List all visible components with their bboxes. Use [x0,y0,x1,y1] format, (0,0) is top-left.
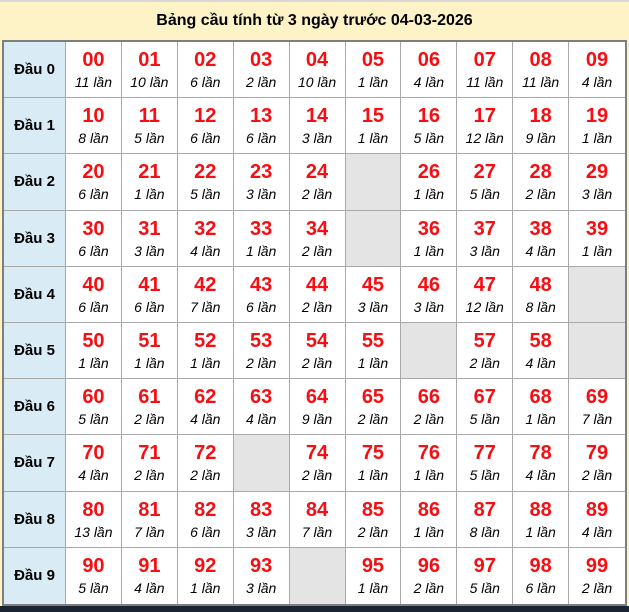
number-cell [234,98,290,154]
cell-number: 64 [305,386,329,409]
number-cell [122,548,178,604]
cell-times: 7 lần [301,523,333,540]
number-cell [122,379,178,435]
cell-number: 45 [361,273,385,296]
number-cell [178,98,234,154]
row-header: Đầu 4 [4,267,66,323]
cell-number: 55 [361,330,385,353]
cell-number: 97 [473,555,496,578]
cell-number: 88 [529,498,552,521]
number-cell [401,492,457,548]
cell-number: 08 [529,49,552,72]
cell-number: 03 [250,49,273,72]
cell-number: 01 [138,49,161,72]
empty-cell [569,267,625,323]
number-cell [513,435,569,491]
cell-number: 65 [361,386,385,409]
number-cell [457,154,513,210]
cell-number: 72 [194,442,217,465]
cell-times: 2 lần [190,467,221,484]
cell-number: 71 [138,442,161,465]
cell-number: 66 [417,386,440,409]
cell-times: 3 lần [245,523,277,540]
cell-times: 11 lần [74,74,112,91]
number-cell [457,548,513,604]
number-cell [457,98,513,154]
row-header: Đầu 1 [4,98,66,154]
number-cell [66,154,122,210]
cell-number: 80 [82,498,105,521]
number-cell [569,98,625,154]
cell-times: 2 lần [581,467,613,484]
cell-times: 2 lần [301,355,333,372]
cell-number: 67 [473,386,496,409]
number-cell [457,42,513,98]
cell-times: 1 lần [357,580,389,597]
cell-number: 79 [585,442,609,465]
number-cell [457,267,513,323]
cell-times: 3 lần [245,580,277,597]
number-cell [569,379,625,435]
cell-number: 43 [250,273,273,296]
cell-times: 2 lần [245,355,277,372]
row-header: Đầu 6 [4,379,66,435]
number-cell [178,548,234,604]
cell-number: 44 [305,273,329,296]
cell-number: 47 [473,273,496,296]
cell-times: 11 lần [466,74,504,91]
cell-times: 11 lần [522,74,560,91]
empty-cell [346,154,402,210]
number-cell [122,323,178,379]
cell-number: 14 [305,105,329,128]
row-header: Đầu 9 [4,548,66,604]
cell-times: 6 lần [245,130,277,147]
number-cell [122,435,178,491]
number-cell [401,435,457,491]
cell-times: 2 lần [357,523,389,540]
cell-times: 4 lần [413,74,445,91]
cell-number: 36 [417,217,440,240]
cell-number: 99 [585,555,609,578]
number-cell [401,154,457,210]
number-cell [234,379,290,435]
cell-number: 32 [194,217,217,240]
empty-cell [401,323,457,379]
number-cell [66,548,122,604]
cell-times: 6 lần [190,74,221,91]
cell-times: 1 lần [525,411,556,428]
cell-times: 1 lần [413,186,445,203]
number-cell [66,492,122,548]
number-cell [513,492,569,548]
number-cell [290,98,346,154]
number-cell [178,211,234,267]
number-cell [346,435,402,491]
cell-times: 1 lần [245,242,277,259]
number-cell [290,323,346,379]
number-cell [569,548,625,604]
cell-number: 21 [138,161,161,184]
cell-number: 06 [417,49,440,72]
number-cell [513,154,569,210]
cell-times: 8 lần [78,130,109,147]
number-cell [401,548,457,604]
cell-times: 2 lần [245,74,277,91]
cell-times: 6 lần [190,130,221,147]
number-cell [234,323,290,379]
cell-number: 91 [138,555,161,578]
number-cell [234,267,290,323]
cell-times: 6 lần [190,523,221,540]
row-header: Đầu 0 [4,42,66,98]
cell-number: 90 [82,555,105,578]
cell-number: 57 [473,330,496,353]
cell-times: 13 lần [74,523,113,540]
number-cell [346,548,402,604]
cell-number: 87 [473,498,496,521]
empty-cell [346,211,402,267]
cell-number: 09 [585,49,609,72]
cell-times: 2 lần [525,186,556,203]
number-cell [401,267,457,323]
cell-times: 3 lần [245,186,277,203]
cell-times: 1 lần [190,355,221,372]
cell-times: 5 lần [78,411,109,428]
cell-times: 5 lần [469,580,500,597]
number-cell [66,379,122,435]
cell-times: 4 lần [581,74,613,91]
number-cell [290,211,346,267]
row-header: Đầu 7 [4,435,66,491]
cell-times: 1 lần [357,467,389,484]
cell-number: 53 [250,330,273,353]
number-cell [290,379,346,435]
number-cell [346,267,402,323]
cell-times: 2 lần [357,411,389,428]
cau-table [2,40,627,606]
number-cell [234,548,290,604]
cell-times: 1 lần [525,523,556,540]
cell-number: 46 [417,273,440,296]
cell-times: 5 lần [469,467,500,484]
number-cell [513,379,569,435]
row-header: Đầu 2 [4,154,66,210]
number-cell [178,492,234,548]
cell-times: 4 lần [525,242,556,259]
cell-times: 1 lần [190,580,221,597]
cell-times: 2 lần [301,242,333,259]
cell-number: 40 [82,273,105,296]
cell-times: 1 lần [413,242,445,259]
number-cell [122,211,178,267]
cell-times: 4 lần [245,411,277,428]
number-cell [513,42,569,98]
number-cell [513,98,569,154]
cell-number: 98 [529,555,552,578]
cell-number: 78 [529,442,552,465]
number-cell [290,42,346,98]
cell-number: 13 [250,105,273,128]
cell-times: 9 lần [525,130,556,147]
cell-times: 10 lần [130,74,169,91]
cell-times: 6 lần [78,298,109,315]
cell-times: 1 lần [413,523,445,540]
number-cell [66,42,122,98]
number-cell [178,154,234,210]
cell-times: 2 lần [301,186,333,203]
row-header: Đầu 3 [4,211,66,267]
number-cell [178,323,234,379]
cell-number: 15 [361,105,385,128]
cell-number: 11 [138,105,160,128]
cell-number: 86 [417,498,440,521]
cell-times: 7 lần [134,523,165,540]
cell-times: 2 lần [413,580,445,597]
cell-number: 95 [361,555,385,578]
cell-times: 2 lần [301,467,333,484]
cell-times: 4 lần [525,355,556,372]
cell-number: 17 [473,105,496,128]
number-cell [290,435,346,491]
cell-times: 5 lần [78,580,109,597]
cell-times: 3 lần [581,186,613,203]
cell-times: 2 lần [469,355,500,372]
cell-number: 02 [194,49,217,72]
number-cell [457,211,513,267]
number-cell [513,211,569,267]
cell-number: 75 [361,442,385,465]
cell-number: 16 [417,105,440,128]
cell-times: 6 lần [525,580,556,597]
number-cell [513,323,569,379]
cell-times: 1 lần [134,355,165,372]
cell-number: 52 [194,330,217,353]
cell-times: 1 lần [413,467,445,484]
cell-number: 29 [585,161,609,184]
number-cell [122,267,178,323]
number-cell [122,492,178,548]
number-cell [66,267,122,323]
cell-number: 89 [585,498,609,521]
number-cell [66,98,122,154]
cell-times: 10 lần [297,74,337,91]
cell-number: 24 [305,161,329,184]
cell-times: 7 lần [190,298,221,315]
cell-number: 23 [250,161,273,184]
cell-number: 93 [250,555,273,578]
number-cell [569,435,625,491]
cell-number: 48 [529,273,552,296]
cell-times: 8 lần [525,298,556,315]
cell-times: 8 lần [469,523,500,540]
cell-times: 4 lần [525,467,556,484]
cell-number: 28 [529,161,552,184]
number-cell [457,323,513,379]
number-cell [178,379,234,435]
number-cell [234,211,290,267]
cell-times: 1 lần [357,130,389,147]
cell-number: 33 [250,217,273,240]
number-cell [457,435,513,491]
cell-number: 00 [82,49,105,72]
cell-times: 1 lần [78,355,109,372]
cell-times: 6 lần [134,298,165,315]
cell-number: 10 [82,105,105,128]
table-title: Bảng cầu tính từ 3 ngày trước 04-03-2026 [156,12,473,29]
cell-number: 50 [82,330,105,353]
number-cell [178,267,234,323]
number-cell [290,267,346,323]
number-cell [346,323,402,379]
number-cell [346,42,402,98]
cell-times: 7 lần [581,411,613,428]
number-cell [513,548,569,604]
number-cell [290,154,346,210]
number-cell [234,492,290,548]
number-cell [569,211,625,267]
cell-number: 96 [417,555,440,578]
cell-number: 74 [305,442,329,465]
number-cell [234,154,290,210]
cell-times: 6 lần [78,242,109,259]
cell-number: 85 [361,498,385,521]
number-cell [346,98,402,154]
number-cell [457,379,513,435]
cell-number: 12 [194,105,217,128]
cell-times: 12 lần [465,298,504,315]
number-cell [401,42,457,98]
cell-times: 5 lần [469,411,500,428]
cell-times: 4 lần [190,411,221,428]
number-cell [513,267,569,323]
cell-number: 30 [82,217,105,240]
cell-number: 20 [82,161,105,184]
bottom-bar [0,606,629,612]
cell-times: 1 lần [581,130,613,147]
cell-number: 63 [250,386,273,409]
cell-times: 1 lần [357,355,389,372]
cell-times: 1 lần [134,186,165,203]
cell-number: 39 [585,217,609,240]
number-cell [457,492,513,548]
cell-times: 3 lần [301,130,333,147]
cell-number: 51 [138,330,161,353]
cell-number: 05 [361,49,385,72]
cell-number: 22 [194,161,217,184]
cell-times: 1 lần [357,74,389,91]
number-cell [401,211,457,267]
cell-times: 3 lần [413,298,445,315]
number-cell [122,154,178,210]
cell-times: 5 lần [469,186,500,203]
cell-number: 83 [250,498,273,521]
number-cell [234,42,290,98]
number-cell [290,492,346,548]
cell-number: 92 [194,555,217,578]
cell-number: 68 [529,386,552,409]
cell-times: 4 lần [581,523,613,540]
cell-number: 42 [194,273,217,296]
cell-number: 19 [585,105,609,128]
number-cell [178,42,234,98]
cell-number: 41 [138,273,161,296]
number-cell [346,379,402,435]
cell-number: 62 [194,386,217,409]
number-cell [178,435,234,491]
cell-number: 26 [417,161,440,184]
row-header: Đầu 8 [4,492,66,548]
number-cell [66,323,122,379]
cell-times: 4 lần [134,580,165,597]
empty-cell [234,435,290,491]
cell-number: 34 [305,217,329,240]
cell-number: 54 [305,330,329,353]
number-cell [569,42,625,98]
cell-number: 18 [529,105,552,128]
cell-times: 2 lần [413,411,445,428]
cell-number: 82 [194,498,217,521]
cell-times: 2 lần [134,411,165,428]
cell-times: 6 lần [245,298,277,315]
cell-times: 12 lần [465,130,504,147]
cell-times: 5 lần [190,186,221,203]
number-cell [122,98,178,154]
cell-number: 58 [529,330,552,353]
cell-times: 5 lần [134,130,165,147]
cell-number: 84 [305,498,329,521]
cell-number: 76 [417,442,440,465]
cell-number: 69 [585,386,609,409]
cell-times: 1 lần [581,242,613,259]
empty-cell [290,548,346,604]
number-cell [66,435,122,491]
cell-number: 81 [138,498,161,521]
empty-cell [569,323,625,379]
cell-number: 77 [473,442,496,465]
cell-times: 3 lần [357,298,389,315]
number-cell [401,379,457,435]
cell-number: 61 [138,386,161,409]
cell-times: 9 lần [301,411,333,428]
cell-number: 60 [82,386,105,409]
cell-number: 31 [138,217,161,240]
cell-number: 70 [82,442,105,465]
cell-times: 2 lần [301,298,333,315]
cell-times: 4 lần [190,242,221,259]
number-cell [569,154,625,210]
cell-number: 27 [473,161,496,184]
cell-times: 3 lần [134,242,165,259]
cell-times: 4 lần [78,467,109,484]
number-cell [66,211,122,267]
cell-times: 6 lần [78,186,109,203]
cell-number: 37 [473,217,496,240]
cell-number: 07 [473,49,496,72]
cell-times: 2 lần [134,467,165,484]
number-cell [122,42,178,98]
cell-number: 04 [305,49,329,72]
number-cell [346,492,402,548]
cell-times: 5 lần [413,130,445,147]
row-header: Đầu 5 [4,323,66,379]
cell-times: 2 lần [581,580,613,597]
cell-times: 3 lần [469,242,500,259]
cell-number: 38 [529,217,552,240]
number-cell [401,98,457,154]
number-cell [569,492,625,548]
